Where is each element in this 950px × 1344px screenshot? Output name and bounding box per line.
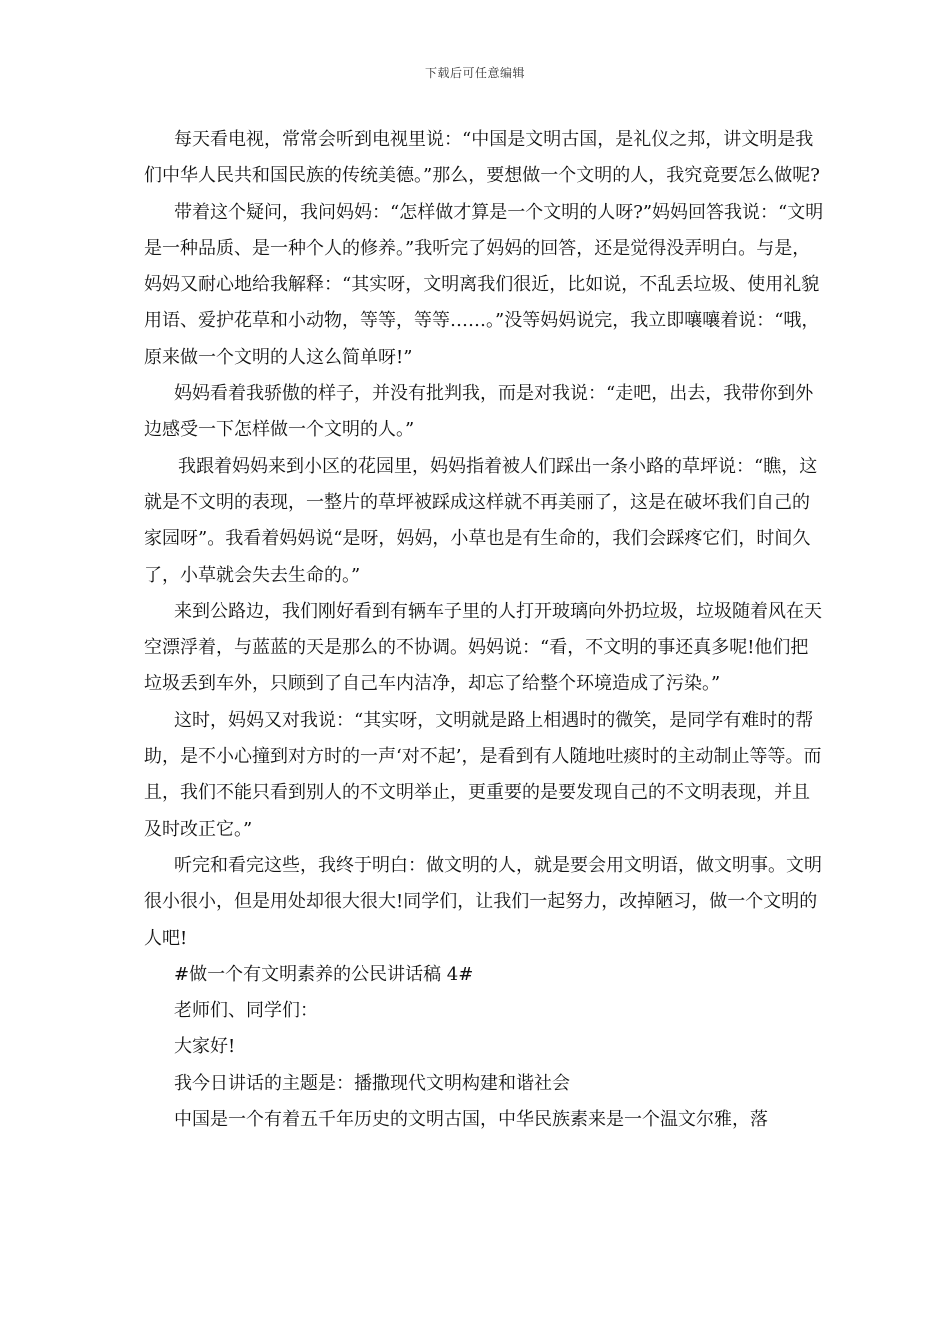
paragraph-4: 我跟着妈妈来到小区的花园里，妈妈指着被人们踩出一条小路的草坪说：“瞧，这就是不文明的表现，一整片的草坪被踩成这样就不再美丽了，这是在破坏我们自己的家园呀”。我看着妈妈说“是呀，妈妈，小草也是有生命的，我们会踩疼它们，时间久了，小草就会失去生命的。” — [144, 455, 818, 586]
paragraph-2: 带着这个疑问，我问妈妈：“怎样做才算是一个文明的人呀?”妈妈回答我说：“文明是一种品质、是一种个人的修养。”我听完了妈妈的回答，还是觉得没弄明白。与是，妈妈又耐心地给我解释：“其实呀，文明离我们很近，比如说，不乱丢垃圾、使用礼貌用语、爱护花草和小动物，等等，等等……。”没等妈妈说完，我立即嚷嚷着说：“哦，原来做一个文明的人这么简单呀!” — [144, 201, 824, 368]
page-header: 下载后可任意编辑 — [424, 66, 525, 80]
greeting: 大家好! — [174, 1036, 236, 1058]
document-body — [144, 122, 824, 1138]
paragraph-6: 这时，妈妈又对我说：“其实呀，文明就是路上相遇时的微笑，是同学有难时的帮助，是不小心撞到对方时的一声‘对不起’，是看到有人随地吐痰时的主动制止等等。而且，我们不能只看到别人的不文明举止，更重要的是要发现自己的不文明表现，并且及时改正它。” — [144, 709, 822, 840]
paragraph-8: 中国是一个有着五千年历史的文明古国，中华民族素来是一个温文尔雅，落 — [174, 1109, 768, 1131]
section-heading: #做一个有文明素养的公民讲话稿 4# — [174, 963, 474, 985]
paragraph-1: 每天看电视，常常会听到电视里说：“中国是文明古国，是礼仪之邦，讲文明是我们中华人民共和国民族的传统美德。”那么，要想做一个文明的人，我究竟要怎么做呢? — [144, 129, 820, 187]
salutation: 老师们、同学们： — [174, 1000, 318, 1022]
paragraph-3: 妈妈看着我骄傲的样子，并没有批判我，而是对我说：“走吧，出去，我带你到外边感受一下怎样做一个文明的人。” — [144, 383, 814, 441]
paragraph-5: 来到公路边，我们刚好看到有辆车子里的人打开玻璃向外扔垃圾，垃圾随着风在天空漂浮着，与蓝蓝的天是那么的不协调。妈妈说：“看，不文明的事还真多呢!他们把垃圾丢到车外，只顾到了自己车内洁净，却忘了给整个环境造成了污染。” — [144, 600, 822, 695]
speech-topic: 我今日讲话的主题是：播撒现代文明构建和谐社会 — [174, 1072, 570, 1094]
paragraph-7: 听完和看完这些，我终于明白：做文明的人，就是要会用文明语，做文明事。文明很小很小，但是用处却很大很大!同学们，让我们一起努力，改掉陋习，做一个文明的人吧! — [144, 854, 822, 949]
